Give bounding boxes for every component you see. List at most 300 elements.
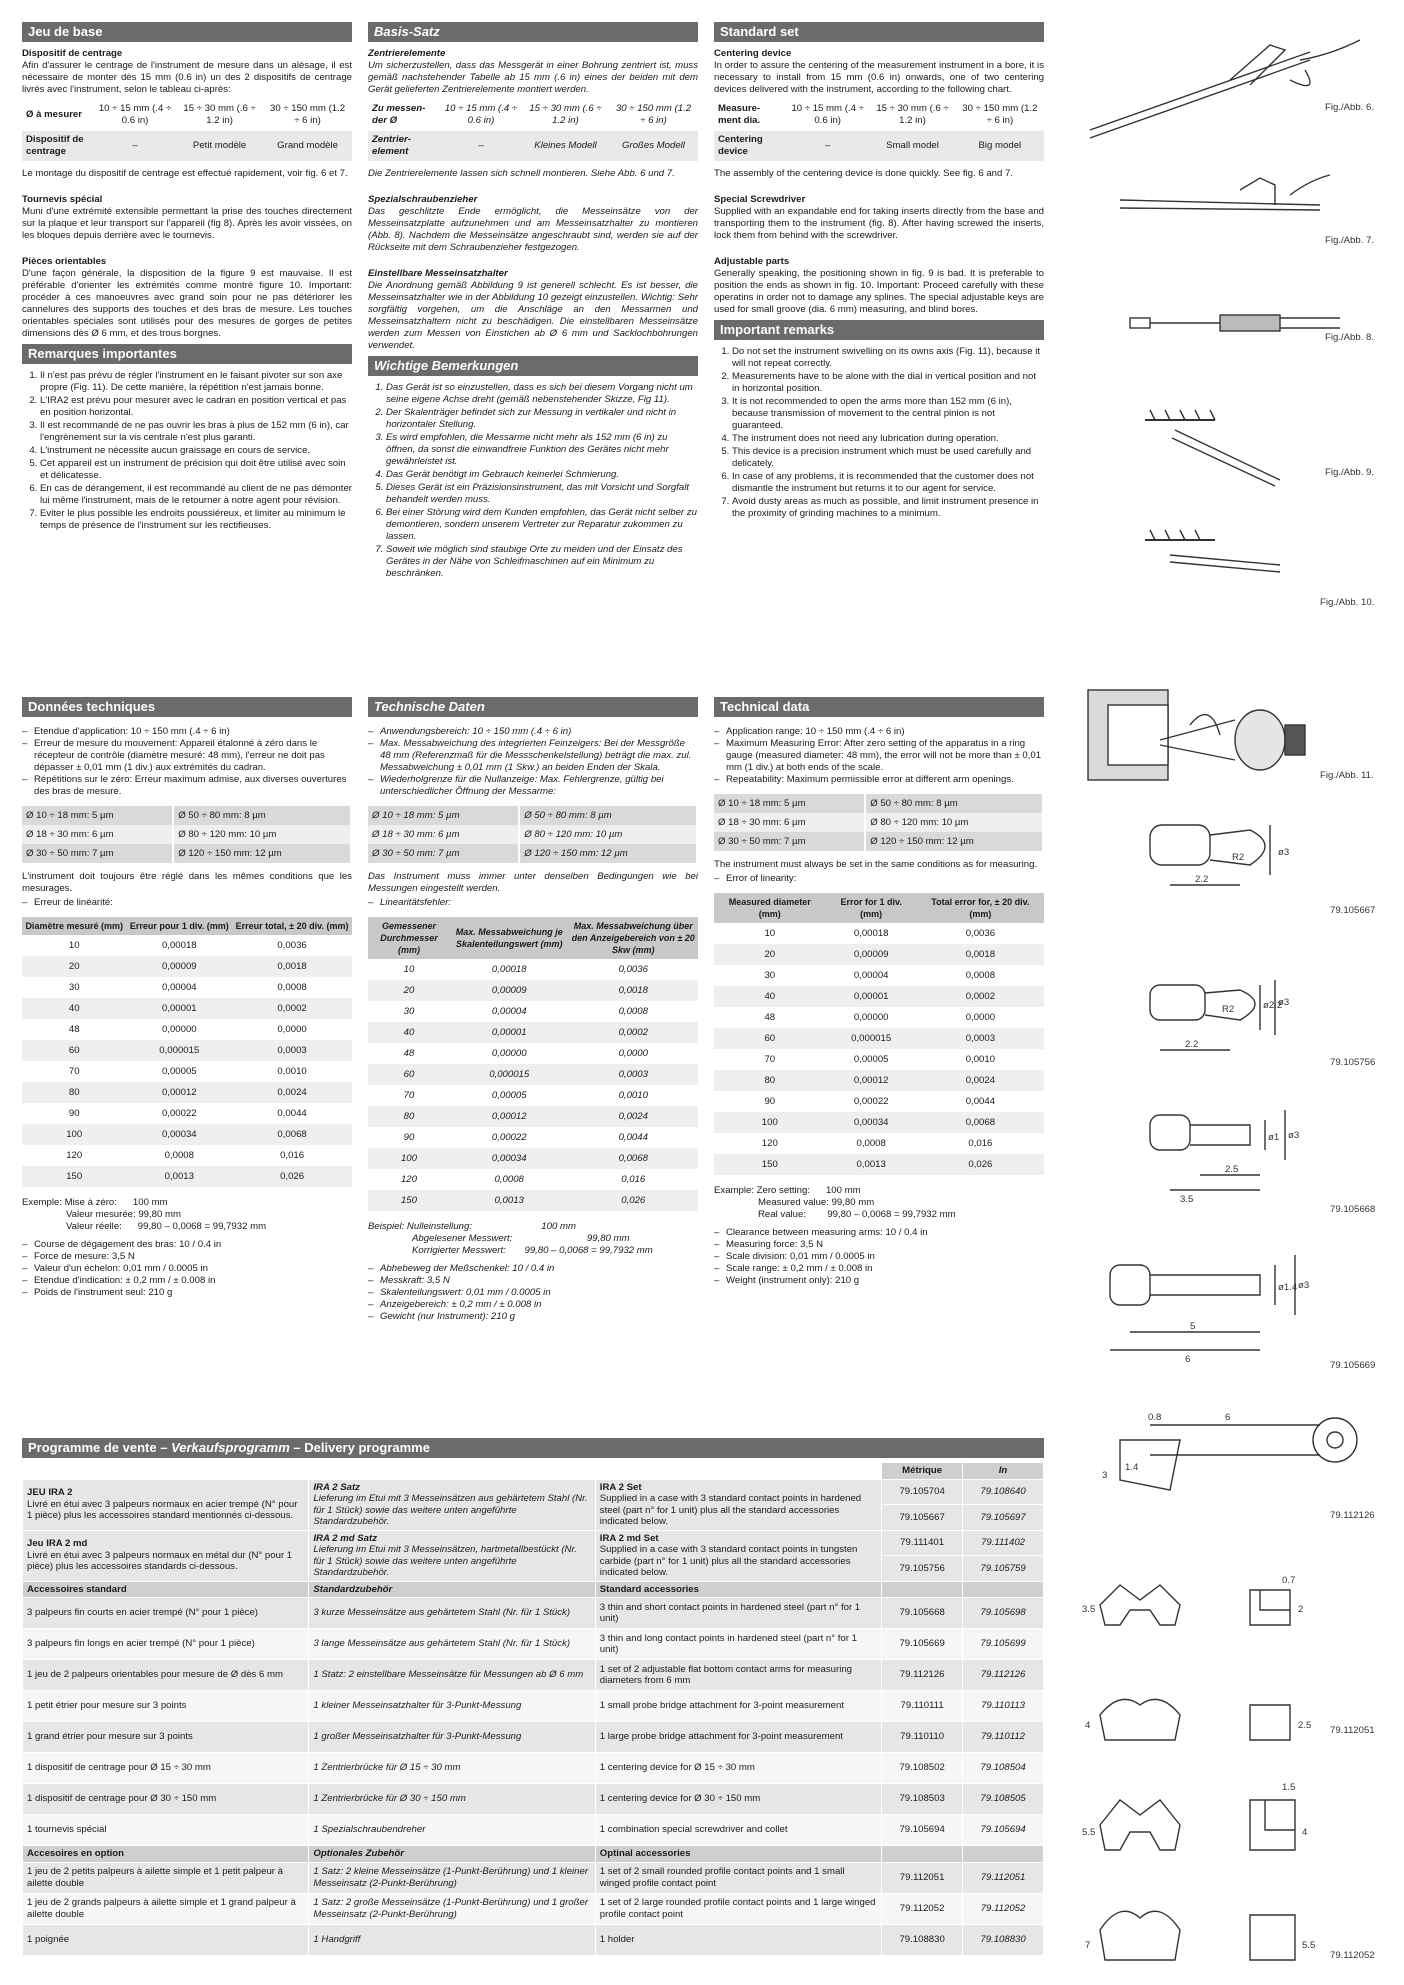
example-line: Valeur mesurée: 99,80 mm: [66, 1209, 181, 1220]
metric-number: 79.105694: [882, 1815, 963, 1846]
table-cell: 80: [714, 1070, 826, 1091]
table-cell: 0,0008: [450, 1169, 569, 1190]
adjustable-parts-text: D'une façon générale, la disposition de la figure 9 est mauvaise. Il est préférable d'orienter les extrémités comme montré figure 10. Important: procéder à ces manoeuvres avec grand soin pour ne pas détériorer les cannelures des supports des touches et des bras de mesure. Les touches orientables spéciales sont utilisés pour des mesures de gorges de petites dimensions dès Ø 6 mm, et des trous borgnes.: [22, 268, 352, 339]
set-desc: Lieferung im Etui mit 3 Messeinsätzen aus gehärtetem Stahl (Nr. für 1 Stück) sowie das weitere unten angeführte Standardzubehör.: [313, 1493, 588, 1527]
inch-number: 79.105699: [963, 1629, 1044, 1660]
fig8-label: Fig./Abb. 8.: [1325, 332, 1375, 343]
metric-number: 79.112126: [882, 1660, 963, 1691]
table-cell: 0,0008: [568, 1001, 698, 1022]
table-cell: 0,00004: [450, 1001, 569, 1022]
dim-label: 3: [1102, 1470, 1108, 1481]
set-desc: Lieferung im Etui mit 3 Messeinsätzen, hartmetallbestückt (Nr. für 1 Stück) sowie das weitere unten angeführte Standardzubehör.: [313, 1544, 577, 1578]
heading-adjustable-parts: Pièces orientables: [22, 256, 107, 267]
set-name: JEU IRA 2: [27, 1487, 73, 1499]
table-row: [368, 1190, 698, 1211]
table-row: [23, 1530, 1044, 1556]
inch-number: 79.105759: [963, 1556, 1044, 1582]
table-cell: 0,000015: [126, 1040, 232, 1061]
table-cell: 0,0002: [232, 998, 352, 1019]
programme-title: [22, 1438, 1044, 1458]
item-de: 1 Satz: 2 große Messeinsätze (1-Punkt-Berührung) und 1 großer Messeinsatz (2-Punkt-Berührung): [309, 1893, 595, 1924]
remarks-list: [368, 382, 698, 580]
fig7-label: Fig./Abb. 7.: [1325, 235, 1375, 246]
inch-number: 79.105697: [963, 1505, 1044, 1531]
heading-screwdriver: Special Screwdriver: [714, 194, 806, 205]
heading-adjustable-parts: Adjustable parts: [714, 256, 790, 267]
table-cell: 10: [714, 923, 826, 944]
centering-table: [714, 100, 1044, 162]
table-cell: 0,00005: [450, 1085, 569, 1106]
dim-label: 2.2: [1195, 874, 1209, 885]
table-cell: 0,0008: [917, 965, 1044, 986]
table-cell: 70: [368, 1085, 450, 1106]
list-item: – Force de mesure: 3,5 N: [34, 1251, 352, 1263]
table-cell: 0,0068: [917, 1112, 1044, 1133]
list-item: – Course de dégagement des bras: 10 / 0.4 in: [34, 1239, 352, 1251]
column-header: Total error for, ± 20 div. (mm): [917, 893, 1044, 923]
table-cell: 0,0010: [568, 1085, 698, 1106]
table-cell: 0,00009: [826, 944, 917, 965]
table-cell: 0,00018: [450, 959, 569, 980]
metric-number: 79.112051: [882, 1862, 963, 1893]
table-cell: 70: [714, 1049, 826, 1070]
table-cell: 10: [368, 959, 450, 980]
table-cell: 0,00000: [126, 1019, 232, 1040]
table-cell: 90: [714, 1091, 826, 1112]
dim-label: R2: [1232, 852, 1245, 863]
adjustable-parts-text: Die Anordnung gemäß Abbildung 9 ist generell schlecht. Es ist besser, die Messeinsatzhalter wie in der Abbildung 10 gezeigt einzustellen. Wichtig: Sehr sorgfältig vorgehen, um die Anschläge an den Messarmen und Messeinsatzhaltern nicht zu beschädigen. Die einstellbaren Messeinsätze werden zum Messen von Einstichen ab Ø 6 mm und Sacklochbohrungen verwendet.: [368, 280, 698, 351]
table-cell: 120: [22, 1145, 126, 1166]
metric-number: 79.111401: [882, 1530, 963, 1556]
inch-number: 79.110113: [963, 1691, 1044, 1722]
list-item: – Max. Messabweichung des integrierten Feinzeigers: Bei der Messgröße 48 mm (Referenzmaß für die Messschenkelstellung) beträgt die max. zul. Messabweichung ± 0,01 mm (1 Skw.) an beiden Enden der Skala.: [380, 738, 698, 774]
table-cell: 0,0008: [232, 977, 352, 998]
section-title-remarks: Important remarks: [714, 320, 1044, 340]
dim-label: 6: [1185, 1354, 1191, 1365]
example-block: [368, 1221, 698, 1257]
item-de: 1 Handgriff: [309, 1924, 595, 1955]
table-row: [23, 1722, 1044, 1753]
table-cell: 40: [22, 998, 126, 1019]
table-row: [714, 1154, 1044, 1175]
dim-label: 1.5: [1282, 1782, 1296, 1793]
table-cell: 30: [714, 965, 826, 986]
fig11-label: Fig./Abb. 11.: [1320, 770, 1374, 781]
mount-text: Le montage du dispositif de centrage est effectué rapidement, voir fig. 6 et 7.: [22, 168, 348, 179]
list-item: – Poids de l'instrument seul: 210 g: [34, 1287, 352, 1299]
table-cell: 0,00000: [450, 1043, 569, 1064]
heading-centering: Zentrierelemente: [368, 48, 446, 59]
table-row: [714, 1133, 1044, 1154]
table-cell: Ø 30 ÷ 50 mm: 7 µm: [714, 832, 865, 851]
table-row: [368, 1148, 698, 1169]
linearity-table: [368, 917, 698, 1211]
item-en: 1 holder: [595, 1924, 881, 1955]
list-item: – Weight (instrument only): 210 g: [726, 1275, 1044, 1287]
table-row: [368, 844, 697, 863]
section-label: Standard accessories: [595, 1581, 881, 1598]
item-de: 1 Zentrierbrücke für Ø 15 ÷ 30 mm: [309, 1753, 595, 1784]
table-cell: 40: [714, 986, 826, 1007]
column-header: Diamètre mesuré (mm): [22, 917, 126, 935]
table-row: [22, 1103, 352, 1124]
section-row: [23, 1846, 1044, 1863]
technical-list: [714, 726, 1044, 786]
table-cell: 0,0010: [232, 1061, 352, 1082]
table-cell: 0,00000: [826, 1007, 917, 1028]
table-cell: 0,0000: [917, 1007, 1044, 1028]
item-fr: 1 petit étrier pour mesure sur 3 points: [23, 1691, 309, 1722]
table-row: [23, 1691, 1044, 1722]
item-fr: 1 dispositif de centrage pour Ø 15 ÷ 30 mm: [23, 1753, 309, 1784]
table-row: [714, 1112, 1044, 1133]
section-title-basic-set: Jeu de base: [22, 22, 352, 42]
table-cell: 0,00009: [450, 980, 569, 1001]
table-row: [368, 1085, 698, 1106]
ref-112126: 79.112126: [1330, 1510, 1375, 1521]
table-cell: 0,00005: [826, 1049, 917, 1070]
metric-number: 79.105668: [882, 1598, 963, 1629]
condition-text: The instrument must always be set in the same conditions as for measuring.: [714, 859, 1038, 870]
table-cell: 150: [368, 1190, 450, 1211]
col-metric: Métrique: [882, 1463, 963, 1480]
example-line: Beispiel: Nulleinstellung: 100 mm: [368, 1221, 576, 1232]
item-fr: 1 grand étrier pour mesure sur 3 points: [23, 1722, 309, 1753]
list-item: 6. In case of any problems, it is recommended that the customer does not dismantle the instrument but returns it to our agent for service.: [732, 471, 1044, 495]
table-cell: 0,026: [232, 1166, 352, 1187]
list-item: 7. Avoid dusty areas as much as possible, and limit instrument presence in the proximity of grinding machines to a minimum.: [732, 496, 1044, 520]
inch-number: 79.108640: [963, 1479, 1044, 1505]
list-item: – Messkraft: 3,5 N: [380, 1275, 698, 1287]
item-fr: 1 dispositif de centrage pour Ø 30 ÷ 150 mm: [23, 1784, 309, 1815]
table-cell: 0,0036: [232, 935, 352, 956]
table-row: [714, 131, 1044, 162]
list-item: 5. Dieses Gerät ist ein Präzisionsinstrument, das mit Vorsicht und Sorgfalt behandelt werden muss.: [386, 482, 698, 506]
table-cell: 0,0008: [126, 1145, 232, 1166]
list-item: – Abhebeweg der Meßschenkel: 10 / 0.4 in: [380, 1263, 698, 1275]
set-name: Jeu IRA 2 md: [27, 1538, 88, 1550]
section-title-technical: Données techniques: [22, 697, 352, 717]
table-row: [22, 1019, 352, 1040]
table-row: [368, 1169, 698, 1190]
table-cell: 0,00022: [826, 1091, 917, 1112]
list-item: – Scale range: ± 0,2 mm / ± 0.008 in: [726, 1263, 1044, 1275]
table-row: [22, 100, 352, 131]
section-label: Optionales Zubehör: [309, 1846, 595, 1863]
table-cell: 0,00034: [450, 1148, 569, 1169]
list-item: 4. Das Gerät benötigt im Gebrauch keinerlei Schmierung.: [386, 469, 698, 481]
repeatability-table: [368, 806, 698, 863]
table-cell: 0,0002: [568, 1022, 698, 1043]
table-cell: 48: [22, 1019, 126, 1040]
item-en: 1 large probe bridge attachment for 3-point measurement: [595, 1722, 881, 1753]
centering-text: In order to assure the centering of the measurement instrument in a bore, it is necessary to install from 15 mm (0.6 in) onwards, one of two centering devices delivered with the instrument, according to the following chart.: [714, 60, 1044, 95]
table-cell: 15 ÷ 30 mm (.6 ÷ 1.2 in): [869, 100, 955, 131]
example-block: [22, 1197, 352, 1233]
item-de: 3 lange Messeinsätze aus gehärtetem Stahl (Nr. für 1 Stück): [309, 1629, 595, 1660]
table-row: [22, 935, 352, 956]
dim-label: 4: [1085, 1720, 1091, 1731]
table-row: [368, 1106, 698, 1127]
item-de: 1 Statz: 2 einstellbare Messeinsätze für Messungen ab Ø 6 mm: [309, 1660, 595, 1691]
table-row: [23, 1893, 1044, 1924]
item-en: 1 centering device for Ø 15 ÷ 30 mm: [595, 1753, 881, 1784]
table-row: [22, 131, 352, 162]
metric-number: 79.110110: [882, 1722, 963, 1753]
dim-label: 2.5: [1298, 1720, 1312, 1731]
technical-list: [368, 726, 698, 798]
fig9-label: Fig./Abb. 9.: [1325, 467, 1375, 478]
section-row: [23, 1581, 1044, 1598]
misc-list: [714, 1227, 1044, 1287]
table-row: [22, 825, 351, 844]
table-cell: Ø 10 ÷ 18 mm: 5 µm: [22, 806, 173, 825]
set-desc: Livré en étui avec 3 palpeurs normaux en acier trempé (N° pour 1 pièce) plus les accessoires standard mentionnés ci-dessous.: [27, 1498, 298, 1522]
table-cell: 100: [22, 1124, 126, 1145]
column-header: Gemessener Durchmesser (mm): [368, 917, 450, 959]
inch-number: 79.112051: [963, 1862, 1044, 1893]
table-row: [714, 1007, 1044, 1028]
table-cell: 0,00022: [126, 1103, 232, 1124]
screwdriver-text: Das geschlitzte Ende ermöglicht, die Messeinsätze von der Messeinsatzplatte aufzunehmen und am Messeinsatzhalter zu montieren (Abb. 8). Nachdem die Messeinsätze angeschraubt sind, werden sie auf der Rückseite mit dem Schraubenzieher festgezogen.: [368, 206, 698, 253]
dim-label: 0.8: [1148, 1412, 1162, 1423]
mount-text: The assembly of the centering device is done quickly. See fig. 6 and 7.: [714, 168, 1013, 179]
screwdriver-text: Muni d'une extrémité extensible permettant la prise des touches directement sur la plaque et leur transport sur l'appareil (fig 8). Après les avoir vissées, on les bloques depuis derrière avec le tournevis.: [22, 206, 352, 241]
table-cell: 0,0068: [232, 1124, 352, 1145]
table-cell: 0,000015: [826, 1028, 917, 1049]
ref-112051: 79.112051: [1330, 1725, 1375, 1736]
table-row: [23, 1862, 1044, 1893]
linearity-label-list: [714, 873, 1044, 885]
table-cell: 30 ÷ 150 mm (1.2 ÷ 6 in): [609, 100, 698, 131]
table-cell: Ø 10 ÷ 18 mm: 5 µm: [714, 794, 865, 813]
list-item: – Maximum Measuring Error: After zero setting of the apparatus in a ring gauge (measured diameter: 48 mm), the error will not be more than ± 0,01 mm (1 div.) at both ends of the scale.: [726, 738, 1044, 774]
section-title-technical: Technical data: [714, 697, 1044, 717]
table-cell: 0,0024: [917, 1070, 1044, 1091]
table-cell: Ø 30 ÷ 50 mm: 7 µm: [22, 844, 173, 863]
heading-centering: Centering device: [714, 48, 792, 59]
table-row: [22, 806, 351, 825]
list-item: – Wiederholgrenze für die Nullanzeige: Max. Fehlergrenze, gültig bei unterschiedlicher Öffnung der Messarme:: [380, 774, 698, 798]
inch-number: 79.108504: [963, 1753, 1044, 1784]
table-row: [368, 825, 697, 844]
item-en: 1 set of 2 small rounded profile contact points and 1 small winged profile contact point: [595, 1862, 881, 1893]
item-de: 1 Zentrierbrücke für Ø 30 ÷ 150 mm: [309, 1784, 595, 1815]
figures-panel: [1060, 0, 1404, 1985]
table-cell: 0,00018: [126, 935, 232, 956]
table-row: [22, 1040, 352, 1061]
list-item: 5. This device is a precision instrument which must be used carefully and delicately.: [732, 446, 1044, 470]
technical-section: [368, 724, 698, 1325]
ref-105669: 79.105669: [1330, 1360, 1376, 1371]
table-row: [714, 1049, 1044, 1070]
linearity-table: [714, 893, 1044, 1175]
technical-section: [22, 724, 352, 1301]
table-header: Ø à mesurer: [22, 100, 94, 131]
table-cell: 90: [368, 1127, 450, 1148]
table-cell: 90: [22, 1103, 126, 1124]
centering-table: [368, 100, 698, 162]
programme-title-de: Verkaufsprogramm: [171, 1440, 290, 1455]
metric-number: 79.108502: [882, 1753, 963, 1784]
table-row: [368, 1127, 698, 1148]
list-item: 3. Es wird empfohlen, die Messarme nicht mehr als 152 mm (6 in) zu öffnen, da sonst die einwandfreie Funktion des Gerätes nicht mehr gewährleistet ist.: [386, 432, 698, 468]
set-en: [595, 1530, 881, 1581]
table-cell: 0,0024: [232, 1082, 352, 1103]
table-cell: 0,016: [232, 1145, 352, 1166]
table-row: [23, 1784, 1044, 1815]
delivery-programme: [22, 1438, 1044, 1956]
table-cell: 0,0018: [232, 956, 352, 977]
table-cell: 0,0010: [917, 1049, 1044, 1070]
table-cell: 0,000015: [450, 1064, 569, 1085]
dim-label: ø1.4: [1278, 1282, 1298, 1293]
column-header: Max. Messabweichung über den Anzeigebereich von ± 20 Skw (mm): [568, 917, 698, 959]
table-cell: 0,00009: [126, 956, 232, 977]
technical-section: [714, 724, 1044, 1289]
dim-label: 6: [1225, 1412, 1231, 1423]
item-de: 1 großer Messeinsatzhalter für 3-Punkt-Messung: [309, 1722, 595, 1753]
metric-number: 79.110111: [882, 1691, 963, 1722]
programme-table: [22, 1462, 1044, 1956]
list-item: – Anwendungsbereich: 10 ÷ 150 mm (.4 ÷ 6 in): [380, 726, 698, 738]
section-label: Accessoires standard: [23, 1581, 309, 1598]
list-item: 1. Il n'est pas prévu de régler l'instrument en le faisant pivoter sur son axe propre (Fig. 11). De cette manière, la répétition n'est jamais bonne.: [40, 370, 352, 394]
table-cell: Ø 18 ÷ 30 mm: 6 µm: [368, 825, 519, 844]
table-row: [714, 1028, 1044, 1049]
table-cell: 0,00018: [826, 923, 917, 944]
table-cell: 0,0044: [917, 1091, 1044, 1112]
section-title-remarks: Remarques importantes: [22, 344, 352, 364]
section-title-basic-set: Basis-Satz: [368, 22, 698, 42]
list-item: – Measuring force: 3,5 N: [726, 1239, 1044, 1251]
list-item: 4. The instrument does not need any lubrication during operation.: [732, 433, 1044, 445]
table-cell: 0,0002: [917, 986, 1044, 1007]
list-item: – Clearance between measuring arms: 10 / 0.4 in: [726, 1227, 1044, 1239]
item-en: 1 small probe bridge attachment for 3-point measurement: [595, 1691, 881, 1722]
dim-label: ø3: [1288, 1130, 1300, 1141]
column-header: Max. Messabweichung je Skalenteilungswert (mm): [450, 917, 569, 959]
set-desc: Supplied in a case with 3 standard contact points in hardened steel (part n° for 1 unit) plus all the standard accessories indicated below.: [599, 1493, 862, 1527]
table-cell: Ø 18 ÷ 30 mm: 6 µm: [714, 813, 865, 832]
table-cell: 40: [368, 1022, 450, 1043]
metric-number: 79.112052: [882, 1893, 963, 1924]
dim-label: 3.5: [1082, 1604, 1096, 1615]
table-cell: 0,0000: [232, 1019, 352, 1040]
dim-label: ø3: [1278, 997, 1290, 1008]
item-fr: 3 palpeurs fin longs en acier trempé (N° pour 1 pièce): [23, 1629, 309, 1660]
table-cell: 20: [714, 944, 826, 965]
german-column: [368, 22, 698, 1322]
list-item: 2. Measurements have to be alone with the dial in vertical position and not in horizontal position.: [732, 371, 1044, 395]
example-block: [714, 1185, 1044, 1221]
table-cell: 0,0044: [568, 1127, 698, 1148]
linearity-label: – Error of linearity:: [726, 873, 1044, 885]
list-item: 3. It is not recommended to open the arms more than 152 mm (6 in), because transmission of movement to the central pinion is not guaranteed.: [732, 396, 1044, 432]
table-cell: Ø 120 ÷ 150 mm: 12 µm: [173, 844, 351, 863]
dim-label: 2.2: [1185, 1039, 1199, 1050]
table-cell: Ø 80 ÷ 120 mm: 10 µm: [865, 813, 1043, 832]
table-cell: –: [94, 131, 176, 162]
table-cell: Ø 18 ÷ 30 mm: 6 µm: [22, 825, 173, 844]
set-name: IRA 2 md Satz: [313, 1532, 378, 1544]
table-row: [22, 977, 352, 998]
table-cell: 0,00004: [826, 965, 917, 986]
list-item: – Gewicht (nur Instrument): 210 g: [380, 1311, 698, 1323]
technical-list: [22, 726, 352, 798]
item-fr: 1 tournevis spécial: [23, 1815, 309, 1846]
section-title-remarks: Wichtige Bemerkungen: [368, 356, 698, 376]
set-name: IRA 2 Set: [599, 1481, 642, 1493]
table-header-row: [22, 917, 352, 935]
table-row: [714, 813, 1043, 832]
table-row: [714, 832, 1043, 851]
list-item: – Scale division: 0,01 mm / 0.0005 in: [726, 1251, 1044, 1263]
table-cell: 0,00001: [826, 986, 917, 1007]
example-line: Exemple: Mise à zéro: 100 mm: [22, 1197, 168, 1208]
table-row: [23, 1815, 1044, 1846]
table-row: [714, 944, 1044, 965]
dim-label: 2: [1298, 1604, 1304, 1615]
table-row: [714, 1091, 1044, 1112]
example-line: Real value: 99,80 – 0,0068 = 99,7932 mm: [758, 1209, 956, 1220]
example-line: Korrigierter Messwert: 99,80 – 0,0068 = 99,7932 mm: [412, 1245, 653, 1256]
item-en: 3 thin and short contact points in hardened steel (part n° for 1 unit): [595, 1598, 881, 1629]
table-cell: 10 ÷ 15 mm (.4 ÷ 0.6 in): [94, 100, 176, 131]
table-row: [368, 131, 698, 162]
table-cell: 15 ÷ 30 mm (.6 ÷ 1.2 in): [522, 100, 609, 131]
table-row: [368, 980, 698, 1001]
table-cell: 80: [22, 1082, 126, 1103]
column-header: Erreur total, ± 20 div. (mm): [232, 917, 352, 935]
list-item: 2. L'IRA2 est prévu pour mesurer avec le cadran en position vertical et pas en position horizontal.: [40, 395, 352, 419]
set-name: IRA 2 md Set: [599, 1532, 659, 1544]
table-cell: 0,00034: [126, 1124, 232, 1145]
table-cell: 0,0000: [568, 1043, 698, 1064]
list-item: 1. Das Gerät ist so einzustellen, dass es sich bei diesem Vorgang nicht um seine eigene Achse dreht (gemäß nebenstehender Skizze, Fig 11).: [386, 382, 698, 406]
fig6-label: Fig./Abb. 6.: [1325, 102, 1375, 113]
table-cell: Ø 50 ÷ 80 mm: 8 µm: [865, 794, 1043, 813]
table-row: [22, 956, 352, 977]
table-row: [22, 1124, 352, 1145]
table-cell: 80: [368, 1106, 450, 1127]
table-cell: 10 ÷ 15 mm (.4 ÷ 0.6 in): [786, 100, 869, 131]
table-header: Measure-ment dia.: [714, 100, 786, 131]
french-column: [22, 22, 352, 1298]
item-en: 1 centering device for Ø 30 ÷ 150 mm: [595, 1784, 881, 1815]
section-label: Optinal accessories: [595, 1846, 881, 1863]
table-cell: 0,00034: [826, 1112, 917, 1133]
set-desc: Supplied in a case with 3 standard contact points in tungsten carbide (part n° for 1 unit) plus all the standard accessories indicated below.: [599, 1544, 858, 1578]
list-item: – Valeur d'un échelon: 0,01 mm / 0.0005 in: [34, 1263, 352, 1275]
table-cell: 0,0024: [568, 1106, 698, 1127]
list-item: 6. En cas de dérangement, il est recommandé au client de ne pas démonter lui même l'instrument, mais de le retourner à notre agent pour révision.: [40, 483, 352, 507]
table-cell: 0,00012: [826, 1070, 917, 1091]
table-cell: 0,0013: [126, 1166, 232, 1187]
centering-table: [22, 100, 352, 162]
table-cell: 0,00005: [126, 1061, 232, 1082]
screwdriver-text: Supplied with an expandable end for taking inserts directly from the base and transporting them to the instrument (fig. 8). After having screwed the inserts, lock them from behind with the screwdriver.: [714, 206, 1044, 241]
remarks-list: [22, 370, 352, 532]
ref-112052: 79.112052: [1330, 1950, 1375, 1961]
list-item: 6. Bei einer Störung wird dem Kunden empfohlen, das Gerät nicht selber zu demontieren, sondern unserem Vertreter zur Reparatur zukommen zu lassen.: [386, 507, 698, 543]
linearity-label-list: [368, 897, 698, 909]
heading-adjustable-parts: Einstellbare Messeinsatzhalter: [368, 268, 508, 279]
table-cell: 0,0044: [232, 1103, 352, 1124]
table-cell: 0,0013: [826, 1154, 917, 1175]
list-item: 5. Cet appareil est un instrument de précision qui doit être utilisé avec soin et délicatesse.: [40, 458, 352, 482]
table-cell: 100: [714, 1112, 826, 1133]
